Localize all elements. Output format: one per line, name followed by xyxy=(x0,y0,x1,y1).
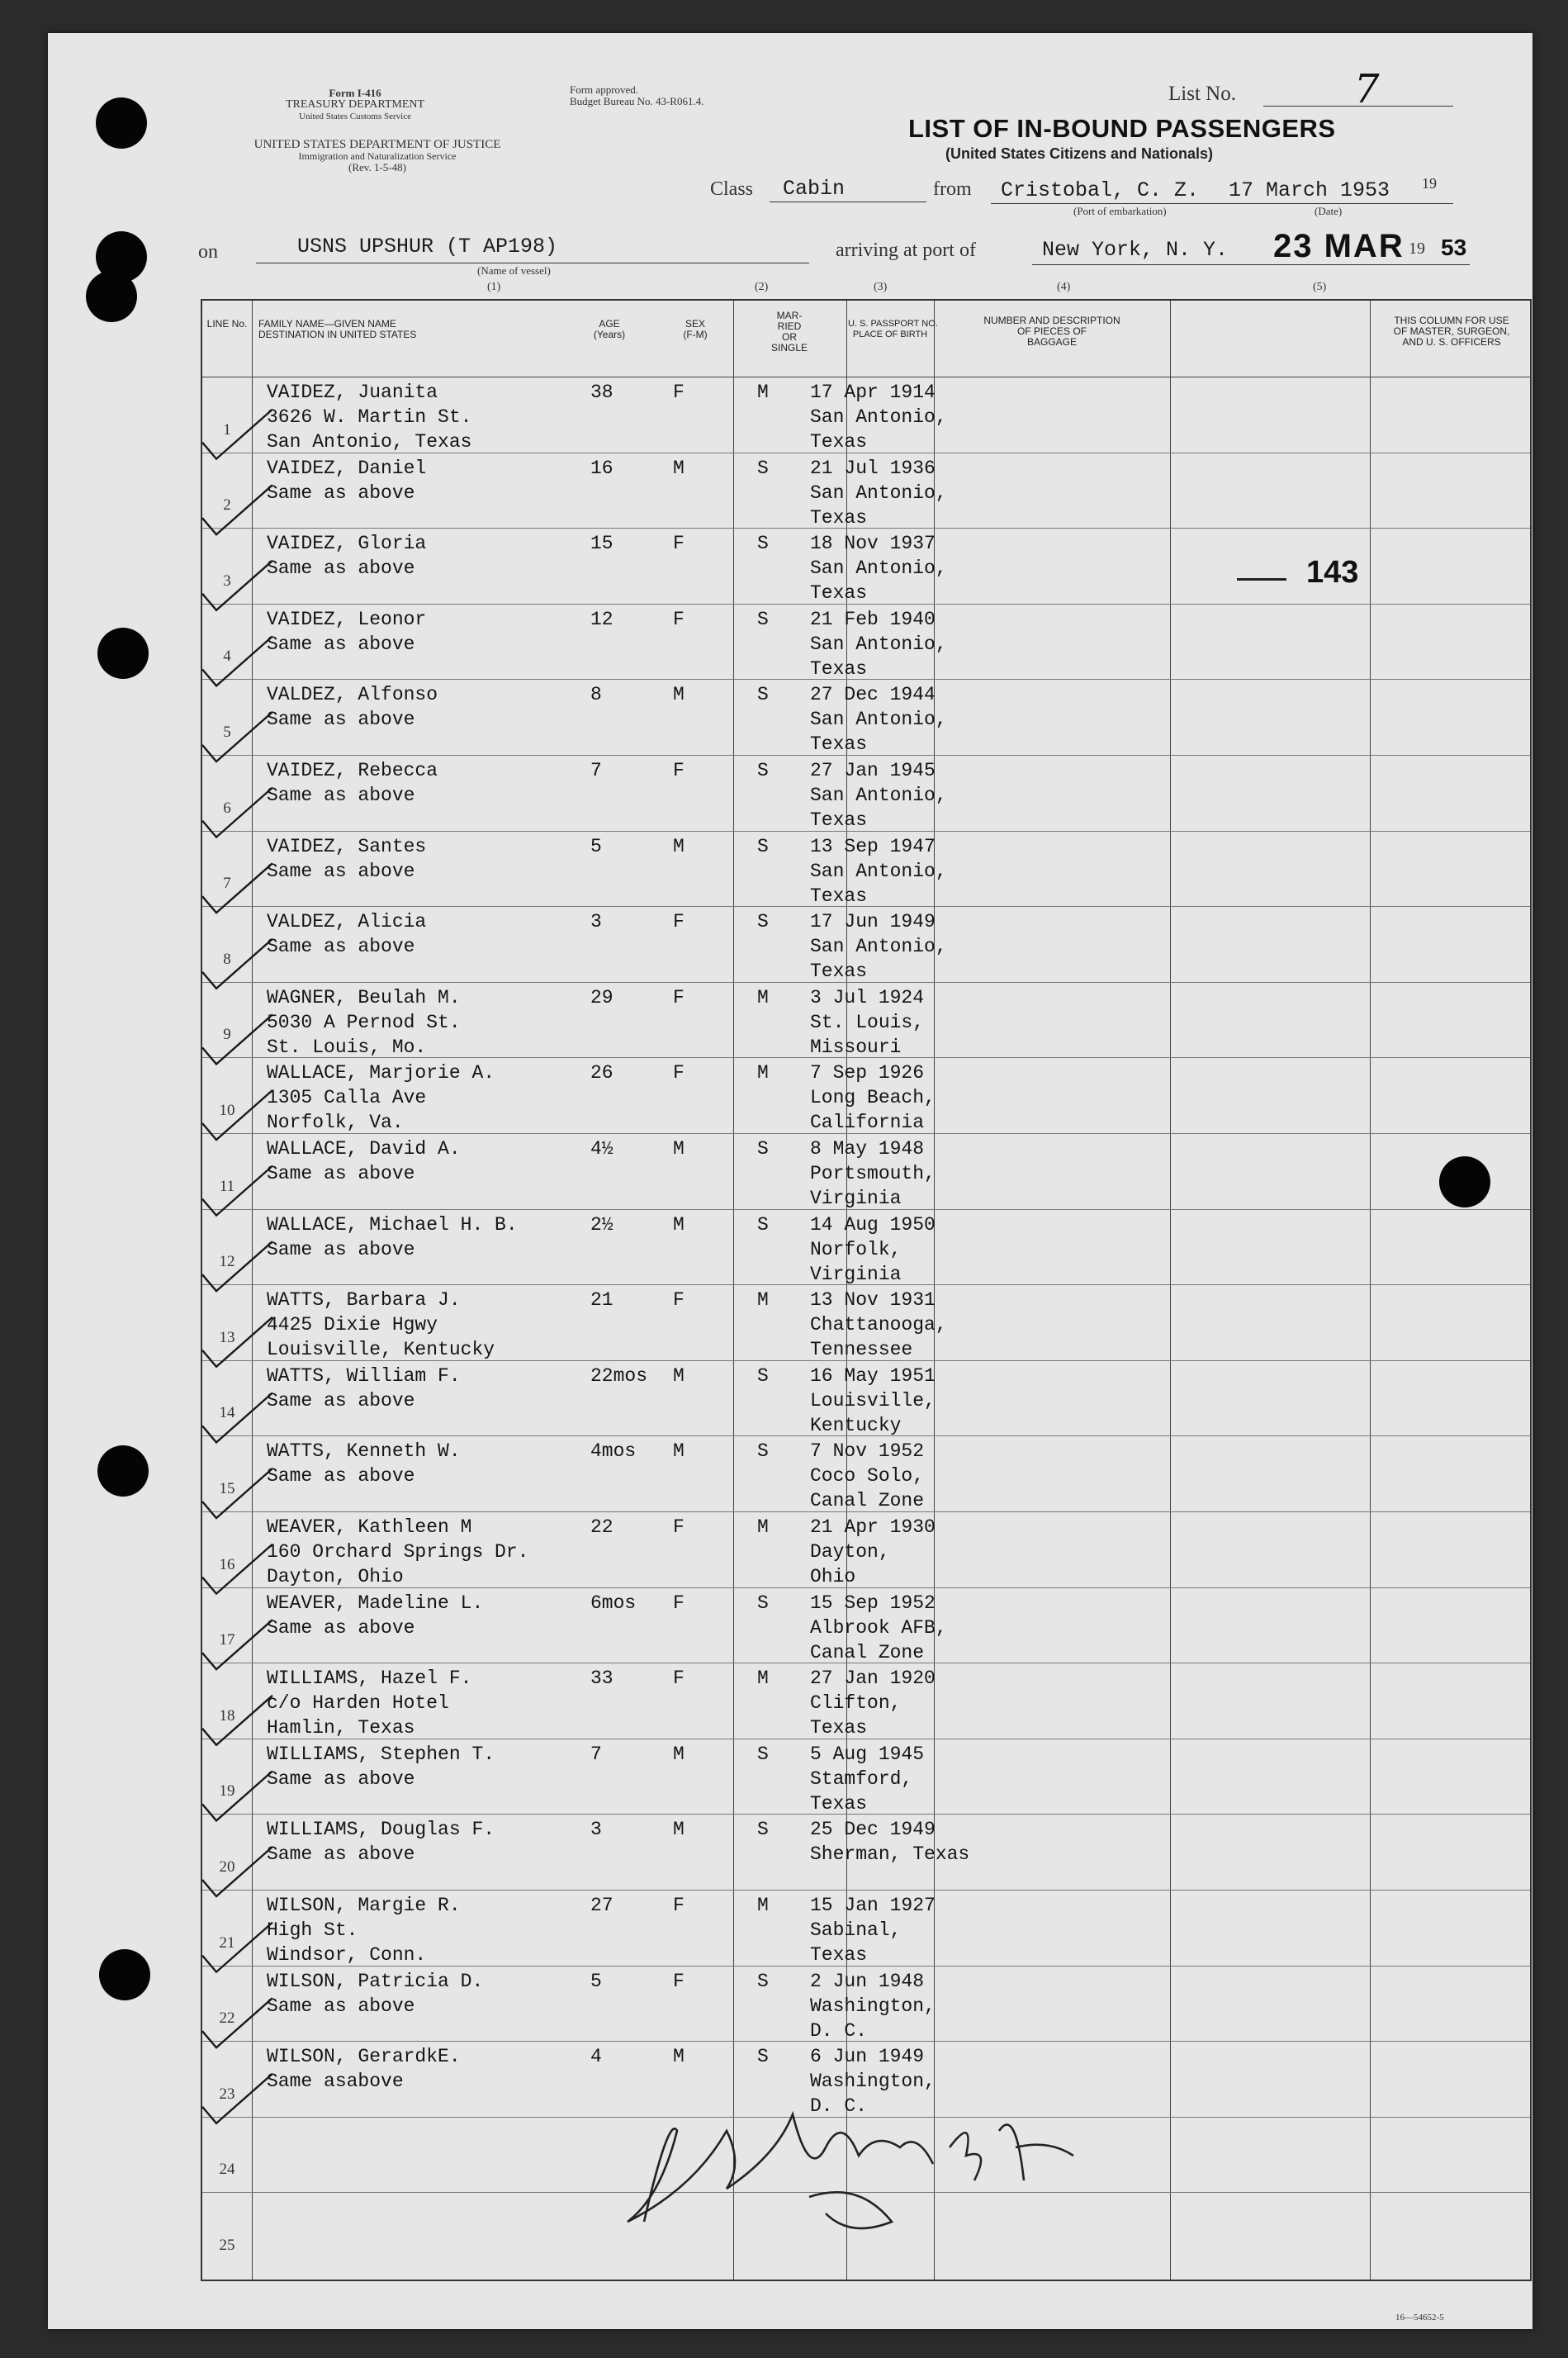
on-label: on xyxy=(198,241,218,263)
line-number: 5 xyxy=(223,724,231,741)
passenger-name-destination: WAGNER, Beulah M. 5030 A Pernod St. St. Louis, Mo. xyxy=(267,986,461,1058)
arrival-19: 19 xyxy=(1409,240,1425,258)
line-number: 4 xyxy=(223,648,231,666)
passenger-marital-status: S xyxy=(757,1970,769,1992)
passenger-age: 2½ xyxy=(590,1213,613,1236)
passenger-age: 12 xyxy=(590,608,613,630)
line-number: 1 xyxy=(223,420,231,439)
passenger-marital-status: S xyxy=(757,1819,769,1841)
passenger-name-destination: WALLACE, Marjorie A. 1305 Calla Ave Norfolk, Va. xyxy=(267,1062,495,1134)
passenger-age: 15 xyxy=(590,533,613,555)
passenger-sex: F xyxy=(673,608,685,630)
passenger-marital-status: S xyxy=(757,1440,769,1463)
passenger-age: 33 xyxy=(590,1668,613,1690)
passenger-marital-status: M xyxy=(757,1516,769,1538)
passenger-name-destination: WATTS, Kenneth W. Same as above xyxy=(267,1440,461,1487)
passenger-name-destination: WALLACE, David A. Same as above xyxy=(267,1138,461,1184)
arriving-label: arriving at port of xyxy=(836,240,976,261)
passenger-name-destination: WATTS, William F. Same as above xyxy=(267,1364,461,1411)
passenger-marital-status: M xyxy=(757,1289,769,1312)
passenger-sex: M xyxy=(673,1138,685,1160)
passenger-birth-date-place: 27 Jan 1920 Clifton, Texas xyxy=(810,1668,936,1739)
passenger-birth-date-place: 15 Sep 1952 Albrook AFB, Canal Zone xyxy=(810,1592,947,1663)
passenger-birth-date-place: 13 Nov 1931 Chattanooga, Tennessee xyxy=(810,1289,947,1361)
passenger-marital-status: S xyxy=(757,1743,769,1765)
line-number: 13 xyxy=(219,1328,235,1346)
passenger-age: 6mos xyxy=(590,1592,637,1614)
passenger-age: 5 xyxy=(590,1970,602,1992)
passenger-name-destination: WILSON, Margie R. High St. Windsor, Conn. xyxy=(267,1895,461,1966)
passenger-marital-status: S xyxy=(757,608,769,630)
passenger-birth-date-place: 15 Jan 1927 Sabinal, Texas xyxy=(810,1895,936,1966)
customs-service: United States Customs Service xyxy=(299,111,411,121)
passenger-name-destination: VAIDEZ, Leonor Same as above xyxy=(267,608,427,655)
passenger-sex: F xyxy=(673,1895,685,1916)
line-number: 20 xyxy=(219,1858,235,1876)
line-number: 12 xyxy=(219,1253,235,1271)
arrival-date-stamp: 23 MAR xyxy=(1273,228,1405,264)
line-number: 8 xyxy=(223,950,231,968)
col-num-5: (5) xyxy=(1313,281,1327,293)
passenger-name-destination: VAIDEZ, Santes Same as above xyxy=(267,835,427,882)
passenger-marital-status: S xyxy=(757,684,769,706)
passenger-marital-status: M xyxy=(757,1062,769,1084)
passenger-sex: F xyxy=(673,533,685,555)
passenger-age: 27 xyxy=(590,1895,613,1916)
passenger-marital-status: M xyxy=(757,382,769,403)
passenger-name-destination: WILLIAMS, Hazel F. c/o Harden Hotel Hamlin, Texas xyxy=(267,1668,472,1739)
passenger-age: 4 xyxy=(590,2046,602,2068)
passenger-name-destination: VALDEZ, Alfonso Same as above xyxy=(267,684,438,731)
treasury-dept: TREASURY DEPARTMENT xyxy=(285,98,425,111)
passenger-age: 22mos xyxy=(590,1364,648,1387)
passenger-age: 7 xyxy=(590,1743,602,1765)
passenger-age: 3 xyxy=(590,1819,602,1841)
passenger-birth-date-place: 27 Jan 1945 San Antonio, Texas xyxy=(810,760,947,831)
passenger-birth-date-place: 2 Jun 1948 Washington, D. C. xyxy=(810,1970,936,2042)
passenger-sex: F xyxy=(673,986,685,1008)
line-number: 14 xyxy=(219,1404,235,1422)
passenger-sex: M xyxy=(673,1743,685,1765)
form-number: Form I-416 xyxy=(329,87,381,99)
passenger-age: 5 xyxy=(590,835,602,857)
budget-bureau: Budget Bureau No. 43-R061.4. xyxy=(570,95,704,107)
revision-date: (Rev. 1-5-48) xyxy=(348,161,406,173)
arrival-port: New York, N. Y. xyxy=(1042,238,1229,262)
line-number: 16 xyxy=(219,1555,235,1573)
header-line-no: LINE No. xyxy=(206,318,248,330)
line-number: 17 xyxy=(219,1631,235,1649)
header-name: FAMILY NAME—GIVEN NAME DESTINATION IN UNITED STATES xyxy=(258,318,417,340)
header-married: MAR- RIED OR SINGLE xyxy=(770,310,808,353)
passenger-marital-status: S xyxy=(757,2046,769,2068)
passenger-name-destination: VAIDEZ, Juanita 3626 W. Martin St. San Antonio, Texas xyxy=(267,382,472,453)
passenger-name-destination: WILLIAMS, Douglas F. Same as above xyxy=(267,1819,495,1866)
arrival-year: 53 xyxy=(1441,235,1467,260)
passenger-birth-date-place: 7 Sep 1926 Long Beach, California xyxy=(810,1062,936,1134)
passenger-sex: F xyxy=(673,1668,685,1690)
passenger-age: 4½ xyxy=(590,1138,613,1160)
ins-service: Immigration and Naturalization Service xyxy=(298,150,457,162)
line-number: 18 xyxy=(219,1706,235,1725)
form-approved: Form approved. xyxy=(570,83,639,96)
passenger-age: 38 xyxy=(590,382,613,403)
footer-code: 16—54652-5 xyxy=(1395,2313,1444,2322)
passenger-name-destination: VAIDEZ, Daniel Same as above xyxy=(267,457,427,504)
binder-hole xyxy=(97,1445,149,1497)
line-number: 2 xyxy=(223,496,231,515)
header-officers: THIS COLUMN FOR USE OF MASTER, SURGEON, AND U. S. OFFICERS xyxy=(1393,315,1510,348)
passenger-table xyxy=(201,299,1532,2281)
header-sex: SEX (F-M) xyxy=(683,318,708,340)
passenger-sex: F xyxy=(673,760,685,781)
passenger-age: 7 xyxy=(590,760,602,781)
passenger-sex: F xyxy=(673,382,685,403)
officer-note-count: 143 xyxy=(1306,555,1359,590)
line-number: 6 xyxy=(223,799,231,817)
passenger-birth-date-place: 17 Apr 1914 San Antonio, Texas xyxy=(810,382,947,453)
passenger-sex: F xyxy=(673,1289,685,1312)
vessel-caption: (Name of vessel) xyxy=(477,264,551,277)
vessel-name: USNS UPSHUR (T AP198) xyxy=(297,235,558,259)
passenger-birth-date-place: 7 Nov 1952 Coco Solo, Canal Zone xyxy=(810,1440,925,1512)
passenger-birth-date-place: 13 Sep 1947 San Antonio, Texas xyxy=(810,835,947,907)
passenger-birth-date-place: 21 Jul 1936 San Antonio, Texas xyxy=(810,457,947,529)
passenger-birth-date-place: 21 Apr 1930 Dayton, Ohio xyxy=(810,1516,936,1587)
passenger-birth-date-place: 27 Dec 1944 San Antonio, Texas xyxy=(810,684,947,756)
passenger-birth-date-place: 17 Jun 1949 San Antonio, Texas xyxy=(810,911,947,983)
passenger-age: 22 xyxy=(590,1516,613,1538)
page-title: LIST OF IN-BOUND PASSENGERS xyxy=(908,114,1336,143)
passenger-sex: M xyxy=(673,835,685,857)
class-label: Class xyxy=(710,178,754,200)
passenger-name-destination: WEAVER, Kathleen M 160 Orchard Springs Dr. Dayton, Ohio xyxy=(267,1516,529,1587)
header-passport: U. S. PASSPORT NO. PLACE OF BIRTH xyxy=(848,319,938,339)
embarkation-port: Cristobal, C. Z. xyxy=(1001,178,1200,202)
binder-hole xyxy=(97,628,149,679)
passenger-name-destination: WATTS, Barbara J. 4425 Dixie Hgwy Louisville, Kentucky xyxy=(267,1289,495,1361)
line-number: 3 xyxy=(223,572,231,590)
passenger-birth-date-place: 8 May 1948 Portsmouth, Virginia xyxy=(810,1138,936,1209)
passenger-marital-status: M xyxy=(757,986,769,1008)
passenger-sex: F xyxy=(673,1970,685,1992)
col-num-4: (4) xyxy=(1057,281,1071,293)
page-subtitle: (United States Citizens and Nationals) xyxy=(945,145,1214,162)
passenger-marital-status: M xyxy=(757,1895,769,1916)
passenger-name-destination: WEAVER, Madeline L. Same as above xyxy=(267,1592,484,1639)
passenger-birth-date-place: 18 Nov 1937 San Antonio, Texas xyxy=(810,533,947,605)
passenger-age: 26 xyxy=(590,1062,613,1084)
passenger-birth-date-place: 3 Jul 1924 St. Louis, Missouri xyxy=(810,986,925,1058)
passenger-marital-status: S xyxy=(757,760,769,781)
line-number: 22 xyxy=(219,2009,235,2028)
line-number: 9 xyxy=(223,1026,231,1044)
passenger-marital-status: S xyxy=(757,457,769,479)
col-num-2: (2) xyxy=(755,281,769,293)
justice-dept: UNITED STATES DEPARTMENT OF JUSTICE xyxy=(253,138,501,151)
passenger-sex: F xyxy=(673,1516,685,1538)
passenger-age: 3 xyxy=(590,911,602,933)
binder-hole xyxy=(96,97,147,149)
header-baggage: NUMBER AND DESCRIPTION OF PIECES OF BAGGAGE xyxy=(983,315,1120,348)
line-number: 21 xyxy=(219,1933,235,1952)
passenger-sex: M xyxy=(673,457,685,479)
passenger-name-destination: WILLIAMS, Stephen T. Same as above xyxy=(267,1743,495,1790)
list-no-value: 7 xyxy=(1354,66,1380,112)
passenger-age: 4mos xyxy=(590,1440,637,1463)
passenger-sex: M xyxy=(673,2046,685,2068)
passenger-name-destination: VALDEZ, Alicia Same as above xyxy=(267,911,427,958)
passenger-sex: M xyxy=(673,684,685,706)
passenger-birth-date-place: 21 Feb 1940 San Antonio, Texas xyxy=(810,608,947,680)
passenger-name-destination: VAIDEZ, Rebecca Same as above xyxy=(267,760,438,806)
passenger-birth-date-place: 25 Dec 1949 Sherman, Texas xyxy=(810,1819,970,1866)
passenger-birth-date-place: 16 May 1951 Louisville, Kentucky xyxy=(810,1364,936,1436)
passenger-sex: M xyxy=(673,1819,685,1841)
passenger-marital-status: M xyxy=(757,1668,769,1690)
col-num-3: (3) xyxy=(874,281,888,293)
passenger-age: 16 xyxy=(590,457,613,479)
list-no-label: List No. xyxy=(1168,83,1236,105)
passenger-age: 21 xyxy=(590,1289,613,1312)
line-number: 11 xyxy=(219,1177,235,1195)
passenger-marital-status: S xyxy=(757,533,769,555)
line-number: 10 xyxy=(219,1102,235,1119)
line-number: 24 xyxy=(219,2161,235,2179)
header-age: AGE (Years) xyxy=(593,318,626,340)
port-caption: (Port of embarkation) xyxy=(1073,205,1167,217)
binder-hole xyxy=(86,271,137,322)
passenger-sex: F xyxy=(673,1062,685,1084)
date-caption: (Date) xyxy=(1315,205,1343,217)
passenger-name-destination: WILSON, GerardkE. Same asabove xyxy=(267,2046,461,2093)
passenger-marital-status: S xyxy=(757,1138,769,1160)
line-number: 7 xyxy=(223,875,231,893)
row-divider xyxy=(202,1890,1530,1891)
officer-note-dash xyxy=(1237,578,1286,581)
row-divider xyxy=(202,2192,1530,2193)
line-number: 25 xyxy=(219,2237,235,2254)
col-num-1: (1) xyxy=(487,281,501,293)
passenger-birth-date-place: 14 Aug 1950 Norfolk, Virginia xyxy=(810,1213,936,1285)
embarkation-date: 17 March 1953 xyxy=(1229,178,1390,202)
passenger-birth-date-place: 5 Aug 1945 Stamford, Texas xyxy=(810,1743,925,1815)
passenger-age: 29 xyxy=(590,986,613,1008)
passenger-name-destination: VAIDEZ, Gloria Same as above xyxy=(267,533,427,580)
passenger-marital-status: S xyxy=(757,911,769,933)
passenger-sex: M xyxy=(673,1364,685,1387)
year-prefix: 19 xyxy=(1422,175,1437,192)
class-value: Cabin xyxy=(783,177,846,201)
passenger-marital-status: S xyxy=(757,835,769,857)
binder-hole xyxy=(99,1949,150,2000)
line-number: 19 xyxy=(219,1782,235,1801)
passenger-marital-status: S xyxy=(757,1364,769,1387)
passenger-sex: F xyxy=(673,1592,685,1614)
passenger-name-destination: WILSON, Patricia D. Same as above xyxy=(267,1970,484,2017)
passenger-marital-status: S xyxy=(757,1592,769,1614)
passenger-sex: M xyxy=(673,1440,685,1463)
passenger-birth-date-place: 6 Jun 1949 Washington, D. C. xyxy=(810,2046,936,2118)
line-number: 23 xyxy=(219,2085,235,2103)
passenger-name-destination: WALLACE, Michael H. B. Same as above xyxy=(267,1213,518,1260)
passenger-sex: F xyxy=(673,911,685,933)
passenger-marital-status: S xyxy=(757,1213,769,1236)
passenger-age: 8 xyxy=(590,684,602,706)
line-number: 15 xyxy=(219,1480,235,1497)
passenger-sex: M xyxy=(673,1213,685,1236)
from-label: from xyxy=(933,178,972,200)
